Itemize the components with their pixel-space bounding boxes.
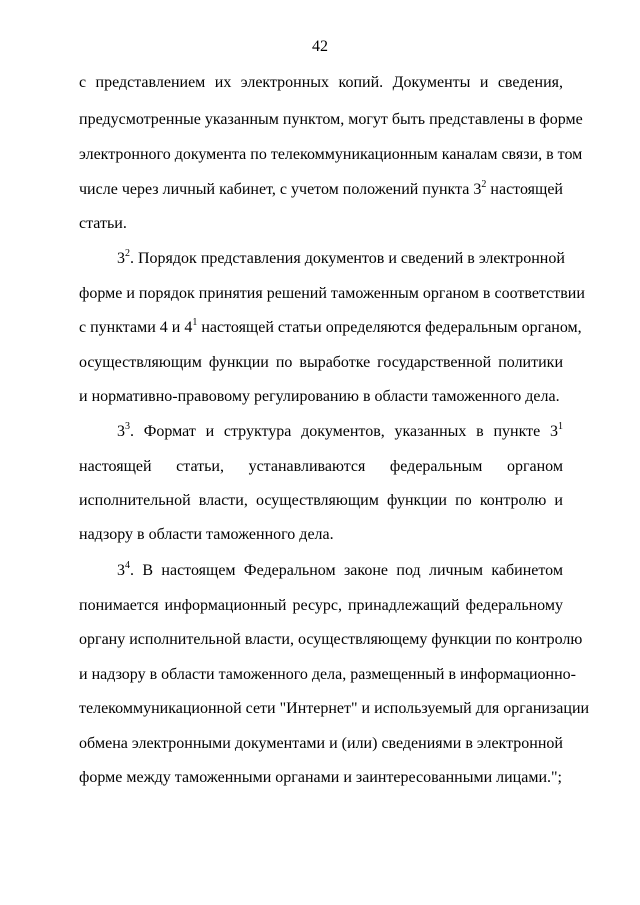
para2-line-3: с пунктами 4 и $4^1$ настоящей статьи определяются федеральным органом, <box>79 317 582 336</box>
para4-line-6: обмена электронными документами и (или) сведениями в электронной <box>79 735 563 752</box>
para1-line-5: статьи. <box>79 215 127 232</box>
para4-line-2: понимается информационный ресурс, принадлежащий федеральному <box>79 597 563 614</box>
superscript: 1 <box>558 421 563 432</box>
item-number: 3 <box>117 423 125 440</box>
superscript: 3 <box>125 421 130 432</box>
para2-line-5: и нормативно-правовому регулированию в области таможенного дела. <box>79 388 560 405</box>
para3-line-2: настоящей статьи, устанавливаются федеральным органом <box>79 458 563 475</box>
para1-line-4: числе через личный кабинет, с учетом положений пункта $3^2$ настоящей <box>79 179 563 198</box>
para1-line-1: с представлением их электронных копий. Документы и сведения, <box>79 74 563 91</box>
para1-line-2: предусмотренные указанным пунктом, могут быть представлены в форме <box>79 111 583 128</box>
page-number: 42 <box>312 38 328 55</box>
para3-line-3: исполнительной власти, осуществляющим функции по контролю и <box>79 492 563 509</box>
superscript: 1 <box>192 317 198 328</box>
para1-line-3: электронного документа по телекоммуникационным каналам связи, в том <box>79 146 583 163</box>
superscript: 2 <box>481 179 487 190</box>
para4-line-7: форме между таможенными органами и заинтересованными лицами."; <box>79 769 562 786</box>
para3-line-4: надзору в области таможенного дела. <box>79 526 334 543</box>
item-number: 3 <box>117 562 125 579</box>
para2-line-2: форме и порядок принятия решений таможенным органом в соответствии <box>79 285 585 302</box>
para2-line-4: осуществляющим функции по выработке государственной политики <box>79 354 563 371</box>
superscript: 2 <box>125 248 130 259</box>
para4-line-5: телекоммуникационной сети "Интернет" и используемый для организации <box>79 700 590 717</box>
para4-line-4: и надзору в области таможенного дела, размещенный в информационно- <box>79 666 576 683</box>
superscript: 4 <box>125 560 130 571</box>
para4-line-1: $3^4$. В настоящем Федеральном законе под личным кабинетом <box>117 560 563 579</box>
para3-line-1: $3^3$. Формат и структура документов, указанных в пункте $3^1$ <box>117 421 563 440</box>
item-number: 3 <box>117 250 125 267</box>
para2-line-1: $3^2$. Порядок представления документов и сведений в электронной <box>117 248 565 267</box>
para4-line-3: органу исполнительной власти, осуществляющему функции по контролю <box>79 631 583 648</box>
